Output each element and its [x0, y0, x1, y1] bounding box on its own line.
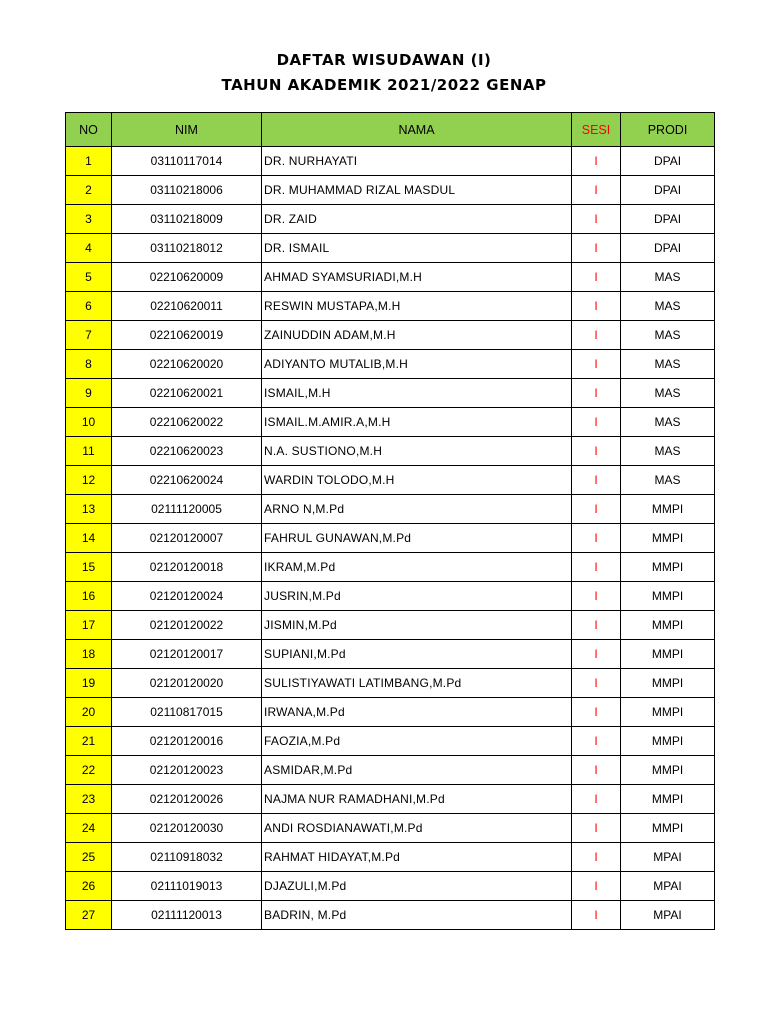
cell-sesi: I: [572, 437, 621, 466]
cell-no: 7: [66, 321, 112, 350]
table-row: [66, 205, 715, 234]
cell-nama: JUSRIN,M.Pd: [262, 582, 572, 611]
cell-sesi: I: [572, 321, 621, 350]
cell-nim: 02110918032: [112, 843, 262, 872]
cell-no: 4: [66, 234, 112, 263]
cell-sesi: I: [572, 524, 621, 553]
cell-nama: ADIYANTO MUTALIB,M.H: [262, 350, 572, 379]
cell-sesi: I: [572, 408, 621, 437]
cell-no: 2: [66, 176, 112, 205]
cell-nama: FAOZIA,M.Pd: [262, 727, 572, 756]
cell-nama: ASMIDAR,M.Pd: [262, 756, 572, 785]
table-row: [66, 727, 715, 756]
cell-prodi: MAS: [621, 292, 715, 321]
graduates-table: [65, 112, 715, 930]
cell-no: 8: [66, 350, 112, 379]
cell-prodi: MAS: [621, 408, 715, 437]
table-row: [66, 408, 715, 437]
cell-prodi: MMPI: [621, 698, 715, 727]
cell-prodi: MMPI: [621, 611, 715, 640]
table-row: [66, 321, 715, 350]
cell-no: 24: [66, 814, 112, 843]
cell-no: 20: [66, 698, 112, 727]
cell-nama: IRWANA,M.Pd: [262, 698, 572, 727]
cell-nim: 02120120016: [112, 727, 262, 756]
cell-prodi: MMPI: [621, 582, 715, 611]
cell-no: 13: [66, 495, 112, 524]
cell-sesi: I: [572, 582, 621, 611]
document-subtitle: TAHUN AKADEMIK 2021/2022 GENAP: [221, 76, 547, 94]
cell-prodi: MMPI: [621, 814, 715, 843]
cell-nama: NAJMA NUR RAMADHANI,M.Pd: [262, 785, 572, 814]
cell-no: 11: [66, 437, 112, 466]
cell-sesi: I: [572, 785, 621, 814]
cell-prodi: MPAI: [621, 901, 715, 930]
cell-no: 16: [66, 582, 112, 611]
cell-prodi: MAS: [621, 263, 715, 292]
cell-nama: JISMIN,M.Pd: [262, 611, 572, 640]
table-row: [66, 437, 715, 466]
cell-no: 17: [66, 611, 112, 640]
cell-nama: FAHRUL GUNAWAN,M.Pd: [262, 524, 572, 553]
table-row: [66, 669, 715, 698]
cell-prodi: MPAI: [621, 843, 715, 872]
cell-no: 5: [66, 263, 112, 292]
cell-nama: RAHMAT HIDAYAT,M.Pd: [262, 843, 572, 872]
cell-no: 26: [66, 872, 112, 901]
table-row: [66, 263, 715, 292]
cell-nama: WARDIN TOLODO,M.H: [262, 466, 572, 495]
cell-no: 6: [66, 292, 112, 321]
header-nama: NAMA: [262, 113, 572, 147]
cell-prodi: DPAI: [621, 234, 715, 263]
table-row: [66, 901, 715, 930]
cell-sesi: I: [572, 350, 621, 379]
cell-nim: 02210620024: [112, 466, 262, 495]
cell-sesi: I: [572, 553, 621, 582]
cell-sesi: I: [572, 379, 621, 408]
table-row: [66, 843, 715, 872]
cell-nim: 02210620011: [112, 292, 262, 321]
cell-no: 15: [66, 553, 112, 582]
cell-prodi: MMPI: [621, 495, 715, 524]
cell-nim: 02120120018: [112, 553, 262, 582]
table-row: [66, 292, 715, 321]
cell-no: 25: [66, 843, 112, 872]
cell-nim: 02120120022: [112, 611, 262, 640]
cell-sesi: I: [572, 669, 621, 698]
cell-no: 21: [66, 727, 112, 756]
cell-nim: 03110218006: [112, 176, 262, 205]
cell-sesi: I: [572, 205, 621, 234]
cell-nama: DR. MUHAMMAD RIZAL MASDUL: [262, 176, 572, 205]
cell-sesi: I: [572, 263, 621, 292]
cell-nama: ARNO N,M.Pd: [262, 495, 572, 524]
table-row: [66, 379, 715, 408]
cell-nim: 02210620023: [112, 437, 262, 466]
header-no: NO: [66, 113, 112, 147]
cell-nama: AHMAD SYAMSURIADI,M.H: [262, 263, 572, 292]
cell-prodi: MAS: [621, 379, 715, 408]
cell-sesi: I: [572, 147, 621, 176]
cell-no: 3: [66, 205, 112, 234]
cell-nim: 02120120026: [112, 785, 262, 814]
cell-sesi: I: [572, 901, 621, 930]
cell-nim: 02120120017: [112, 640, 262, 669]
table-row: [66, 553, 715, 582]
cell-sesi: I: [572, 872, 621, 901]
cell-nim: 02210620019: [112, 321, 262, 350]
cell-sesi: I: [572, 495, 621, 524]
cell-nama: DR. NURHAYATI: [262, 147, 572, 176]
table-row: [66, 814, 715, 843]
cell-no: 19: [66, 669, 112, 698]
cell-prodi: MAS: [621, 437, 715, 466]
cell-nim: 03110117014: [112, 147, 262, 176]
cell-sesi: I: [572, 843, 621, 872]
cell-nama: SULISTIYAWATI LATIMBANG,M.Pd: [262, 669, 572, 698]
cell-sesi: I: [572, 176, 621, 205]
cell-no: 23: [66, 785, 112, 814]
cell-nim: 02120120024: [112, 582, 262, 611]
cell-nim: 02210620020: [112, 350, 262, 379]
cell-prodi: MMPI: [621, 553, 715, 582]
cell-prodi: DPAI: [621, 147, 715, 176]
cell-nim: 03110218012: [112, 234, 262, 263]
cell-prodi: MPAI: [621, 872, 715, 901]
cell-sesi: I: [572, 292, 621, 321]
table-row: [66, 466, 715, 495]
cell-nama: ISMAIL,M.H: [262, 379, 572, 408]
cell-nama: DR. ZAID: [262, 205, 572, 234]
cell-prodi: MMPI: [621, 640, 715, 669]
document-title: DAFTAR WISUDAWAN (I): [276, 51, 492, 69]
cell-nim: 02120120030: [112, 814, 262, 843]
header-sesi: SESI: [572, 113, 621, 147]
cell-nim: 02210620021: [112, 379, 262, 408]
table-row: [66, 640, 715, 669]
cell-prodi: DPAI: [621, 205, 715, 234]
table-row: [66, 582, 715, 611]
table-row: [66, 176, 715, 205]
cell-prodi: MMPI: [621, 524, 715, 553]
cell-nim: 02111120005: [112, 495, 262, 524]
cell-nama: ISMAIL.M.AMIR.A,M.H: [262, 408, 572, 437]
cell-sesi: I: [572, 611, 621, 640]
cell-no: 1: [66, 147, 112, 176]
cell-nama: DR. ISMAIL: [262, 234, 572, 263]
cell-no: 18: [66, 640, 112, 669]
cell-nama: BADRIN, M.Pd: [262, 901, 572, 930]
cell-sesi: I: [572, 727, 621, 756]
table-row: [66, 611, 715, 640]
cell-nama: IKRAM,M.Pd: [262, 553, 572, 582]
table-row: [66, 756, 715, 785]
table-row: [66, 524, 715, 553]
table-row: [66, 147, 715, 176]
header-prodi: PRODI: [621, 113, 715, 147]
cell-prodi: MAS: [621, 321, 715, 350]
cell-nama: ZAINUDDIN ADAM,M.H: [262, 321, 572, 350]
cell-nama: ANDI ROSDIANAWATI,M.Pd: [262, 814, 572, 843]
cell-sesi: I: [572, 814, 621, 843]
table-row: [66, 234, 715, 263]
cell-nim: 02120120007: [112, 524, 262, 553]
cell-nim: 02120120023: [112, 756, 262, 785]
cell-no: 9: [66, 379, 112, 408]
table-row: [66, 872, 715, 901]
cell-prodi: MAS: [621, 350, 715, 379]
table-header-row: [66, 113, 715, 147]
cell-sesi: I: [572, 756, 621, 785]
cell-nama: RESWIN MUSTAPA,M.H: [262, 292, 572, 321]
cell-nim: 02210620009: [112, 263, 262, 292]
cell-prodi: MAS: [621, 466, 715, 495]
cell-nama: DJAZULI,M.Pd: [262, 872, 572, 901]
cell-no: 12: [66, 466, 112, 495]
header-nim: NIM: [112, 113, 262, 147]
cell-nama: N.A. SUSTIONO,M.H: [262, 437, 572, 466]
cell-nim: 02110817015: [112, 698, 262, 727]
cell-nim: 03110218009: [112, 205, 262, 234]
table-row: [66, 350, 715, 379]
cell-no: 10: [66, 408, 112, 437]
table-row: [66, 785, 715, 814]
cell-sesi: I: [572, 234, 621, 263]
cell-sesi: I: [572, 698, 621, 727]
cell-sesi: I: [572, 466, 621, 495]
cell-no: 22: [66, 756, 112, 785]
cell-nama: SUPIANI,M.Pd: [262, 640, 572, 669]
table-row: [66, 495, 715, 524]
cell-nim: 02111019013: [112, 872, 262, 901]
cell-prodi: MMPI: [621, 669, 715, 698]
cell-nim: 02111120013: [112, 901, 262, 930]
cell-prodi: MMPI: [621, 756, 715, 785]
table-row: [66, 698, 715, 727]
cell-nim: 02210620022: [112, 408, 262, 437]
cell-prodi: MMPI: [621, 785, 715, 814]
cell-no: 14: [66, 524, 112, 553]
cell-prodi: DPAI: [621, 176, 715, 205]
cell-sesi: I: [572, 640, 621, 669]
cell-prodi: MMPI: [621, 727, 715, 756]
cell-nim: 02120120020: [112, 669, 262, 698]
cell-no: 27: [66, 901, 112, 930]
